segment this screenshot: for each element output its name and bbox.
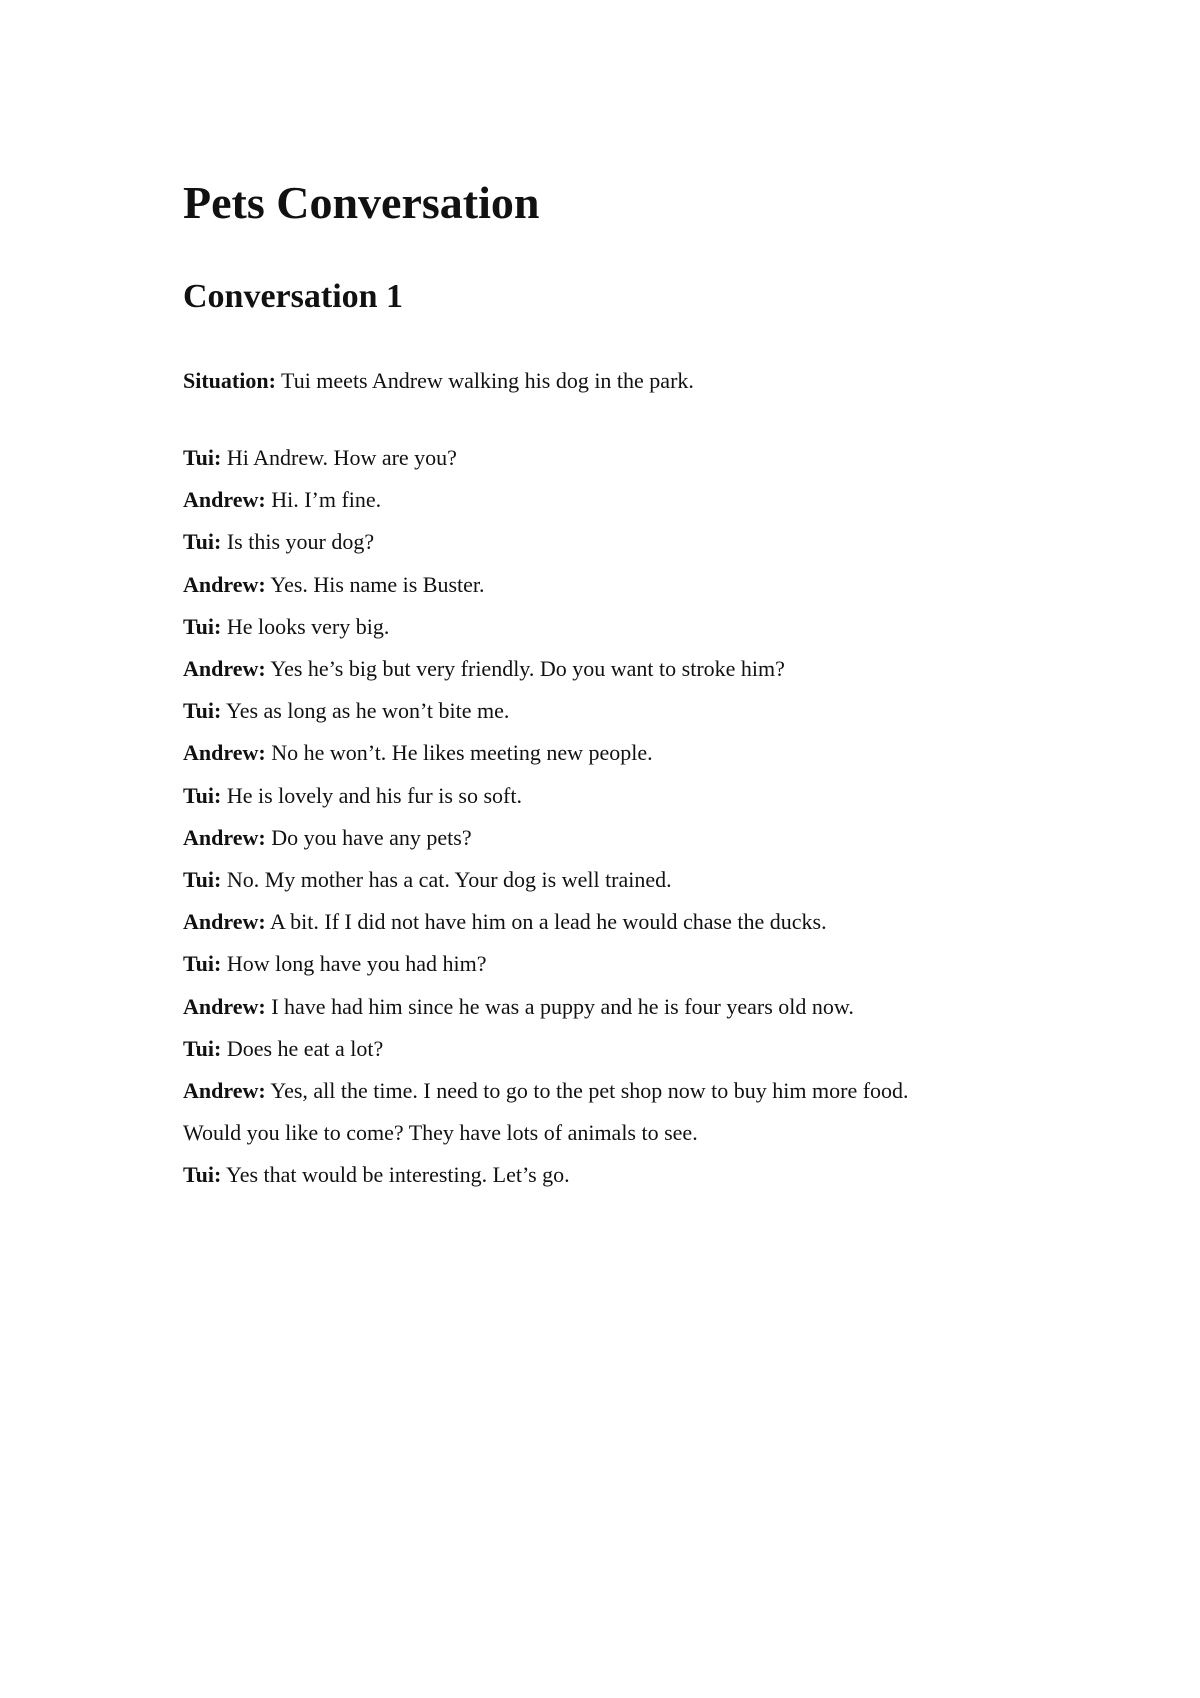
speaker-name: Andrew: — [183, 740, 266, 766]
line-text: Would you like to come? They have lots of animals to see. — [183, 1120, 698, 1146]
dialogue-line — [183, 479, 1083, 521]
speaker-name: Tui: — [183, 529, 222, 555]
line-text: I have had him since he was a puppy and he is four years old now. — [265, 993, 854, 1019]
speaker-name: Andrew: — [183, 571, 266, 597]
dialogue-line — [183, 521, 1083, 563]
dialogue — [183, 437, 1083, 1197]
line-text: Does he eat a lot? — [221, 1035, 384, 1061]
line-text: He looks very big. — [221, 613, 390, 639]
line-text: Hi Andrew. How are you? — [221, 445, 457, 470]
dialogue-line — [183, 564, 1083, 606]
speaker-name: Tui: — [183, 613, 222, 639]
dialogue-line — [183, 690, 1083, 732]
speaker-name: Tui: — [183, 951, 222, 977]
line-text: Yes that would be interesting. Let’s go. — [221, 1162, 570, 1188]
line-text: Do you have any pets? — [265, 824, 472, 850]
document-title: Pets Conversation — [183, 177, 540, 228]
speaker-name: Andrew: — [183, 1078, 266, 1104]
section-title: Conversation 1 — [183, 278, 404, 315]
dialogue-line — [183, 775, 1083, 817]
speaker-name: Andrew: — [183, 656, 266, 682]
document-page — [183, 170, 1083, 1197]
line-text: Yes, all the time. I need to go to the pet shop now to buy him more food. — [265, 1078, 909, 1104]
dialogue-line — [183, 943, 1083, 985]
speaker-name: Tui: — [183, 867, 222, 893]
speaker-name: Tui: — [183, 445, 222, 470]
line-text: Yes he’s big but very friendly. Do you want to stroke him? — [265, 656, 785, 682]
line-text: Is this your dog? — [221, 529, 375, 555]
speaker-name: Andrew: — [183, 993, 266, 1019]
speaker-name: Andrew: — [183, 487, 266, 513]
line-text: No he won’t. He likes meeting new people. — [265, 740, 653, 766]
dialogue-line — [183, 817, 1083, 859]
dialogue-line — [183, 1028, 1083, 1070]
speaker-name: Tui: — [183, 1035, 222, 1061]
dialogue-line — [183, 1070, 1083, 1112]
situation-line — [183, 367, 1083, 395]
speaker-name: Andrew: — [183, 824, 266, 850]
line-text: A bit. If I did not have him on a lead he would chase the ducks. — [265, 909, 827, 935]
dialogue-line — [183, 648, 1083, 690]
line-text: Yes. His name is Buster. — [265, 571, 485, 597]
line-text: He is lovely and his fur is so soft. — [221, 782, 522, 808]
situation-label: Situation: — [183, 368, 276, 393]
speaker-name: Tui: — [183, 698, 222, 724]
dialogue-line — [183, 859, 1083, 901]
dialogue-line — [183, 606, 1083, 648]
line-text: No. My mother has a cat. Your dog is well trained. — [221, 867, 672, 893]
dialogue-line — [183, 901, 1083, 943]
line-text: Hi. I’m fine. — [265, 487, 382, 513]
dialogue-line-continuation — [183, 1112, 1083, 1154]
line-text: Yes as long as he won’t bite me. — [221, 698, 510, 724]
dialogue-line — [183, 732, 1083, 774]
dialogue-line — [183, 437, 1083, 479]
dialogue-line — [183, 1154, 1083, 1196]
speaker-name: Tui: — [183, 1162, 222, 1188]
speaker-name: Andrew: — [183, 909, 266, 935]
situation-text: Tui meets Andrew walking his dog in the park. — [275, 368, 694, 393]
line-text: How long have you had him? — [221, 951, 487, 977]
speaker-name: Tui: — [183, 782, 222, 808]
dialogue-line — [183, 986, 1083, 1028]
